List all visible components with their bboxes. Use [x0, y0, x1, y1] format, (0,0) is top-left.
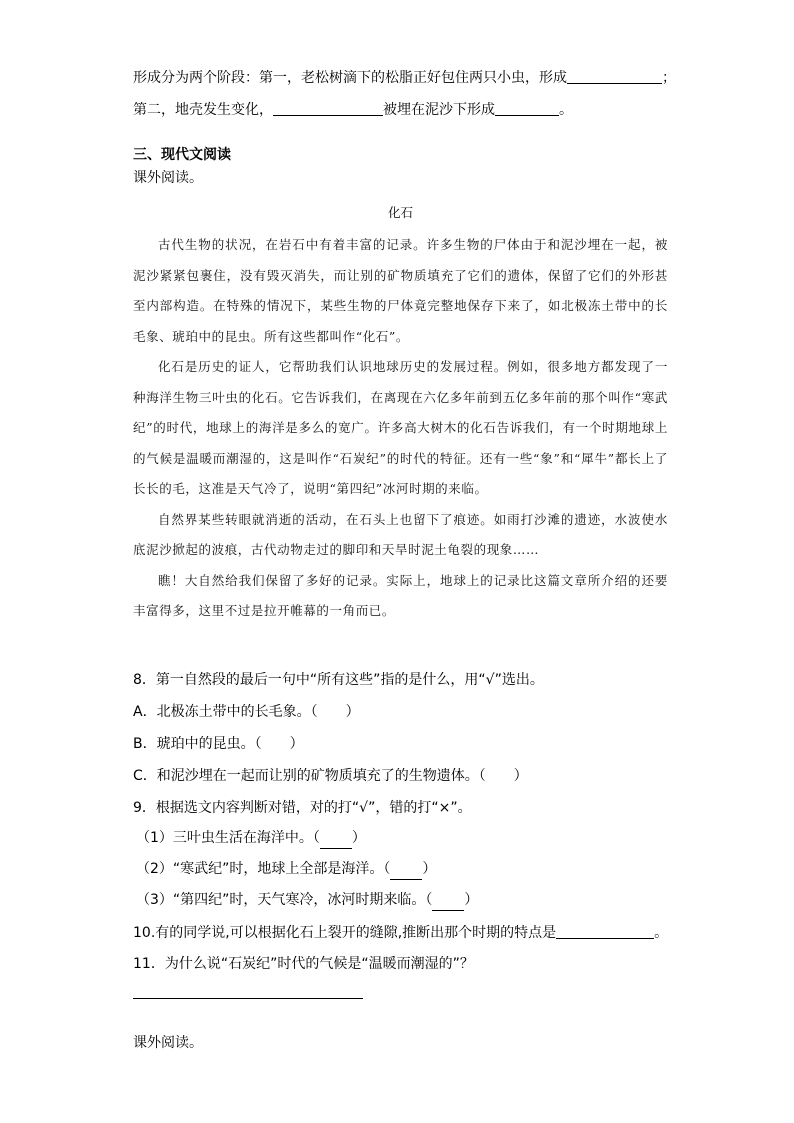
article-paragraph: 瞧！大自然给我们保留了多好的记录。实际上，地球上的记录比这篇文章所介绍的还要丰富得多，这里不过是拉开帷幕的一角而已。	[133, 572, 668, 618]
question-8-option-a[interactable]: A．北极冻土带中的长毛象。（ ）	[133, 704, 360, 720]
answer-blank[interactable]	[390, 859, 422, 880]
fill-line-1	[133, 67, 676, 88]
question-11: 11．为什么说“石炭纪”时代的气候是“温暖而潮湿的”？	[133, 956, 474, 972]
fill-line-2-mid: 被埋在泥沙下形成	[383, 102, 495, 118]
fill-line-2-end: 。	[559, 102, 573, 118]
article-body	[133, 230, 668, 627]
question-9-item-text: （2）“寒武纪”时，地球上全部是海洋。（	[136, 861, 391, 877]
question-9-item-text: （1）三叶虫生活在海洋中。（	[136, 830, 320, 846]
answer-blank[interactable]	[273, 99, 383, 116]
question-9-item-end: ）	[464, 892, 479, 908]
article-paragraph: 自然界某些转眼就消逝的活动，在石头上也留下了痕迹。如雨打沙滩的遗迹，水波使水底泥沙掀起的波痕，古代动物走过的脚印和天旱时泥土龟裂的现象……	[133, 511, 668, 557]
question-8-option-b[interactable]: B．琥珀中的昆虫。（ ）	[133, 736, 304, 752]
fill-line-2-start: 第二，地壳发生变化，	[133, 102, 273, 118]
article-paragraph: 古代生物的状况，在岩石中有着丰富的记录。许多生物的尸体由于和泥沙埋在一起，被泥沙紧紧包裹住，没有毁灭消失，而让别的矿物质填充了它们的遗体，保留了它们的外形甚至内部构造。在特殊的情况下，某些生物的尸体竟完整地保存下来了，如北极冻土带中的长毛象、琥珀中的昆虫。所有这些都叫作“化石”。	[133, 237, 668, 344]
answer-blank[interactable]	[495, 99, 559, 116]
article-paragraph: 化石是历史的证人，它帮助我们认识地球历史的发展过程。例如，很多地方都发现了一种海洋生物三叶虫的化石。它告诉我们，在离现在六亿多年前到五亿多年前的那个叫作“寒武纪”的时代，地球上的海洋是多么的宽广。许多高大树木的化石告诉我们，有一个时期地球上的气候是温暖而潮湿的，这是叫作“石炭纪”的时代的特征。还有一些“象”和“犀牛”都长上了长长的毛，这准是天气冷了，说明“第四纪”冰河时期的来临。	[133, 359, 668, 496]
section-intro: 课外阅读。	[133, 170, 203, 186]
question-10	[133, 922, 668, 943]
answer-blank[interactable]	[556, 922, 654, 939]
section-heading: 三、现代文阅读	[133, 147, 231, 163]
answer-line[interactable]	[133, 998, 363, 999]
answer-blank[interactable]	[432, 890, 464, 911]
answer-blank[interactable]	[567, 67, 662, 84]
question-9-item-end: ）	[422, 861, 437, 877]
fill-line-1-end: ；	[662, 70, 676, 86]
fill-line-2	[133, 99, 573, 120]
question-9-item-2	[136, 859, 436, 880]
question-9-item-text: （3）“第四纪”时，天气寒冷，冰河时期来临。（	[136, 892, 433, 908]
question-9-item-1	[136, 828, 366, 849]
question-8-option-c[interactable]: C．和泥沙埋在一起而让别的矿物质填充了的生物遗体。（ ）	[133, 768, 528, 784]
question-10-text: 10.有的同学说,可以根据化石上裂开的缝隙,推断出那个时期的特点是	[133, 925, 557, 941]
question-9-item-end: ）	[351, 830, 366, 846]
footer-intro: 课外阅读。	[133, 1035, 203, 1051]
question-9-item-3	[136, 890, 478, 911]
question-9-stem: 9．根据选文内容判断对错，对的打“√”，错的打“×”。	[133, 800, 472, 816]
article-title: 化石	[387, 205, 413, 220]
fill-line-1-text: 形成分为两个阶段：第一，老松树滴下的松脂正好包住两只小虫，形成	[133, 70, 567, 86]
answer-blank[interactable]	[320, 828, 352, 849]
question-8-stem: 8．第一自然段的最后一句中“所有这些”指的是什么，用“√”选出。	[133, 672, 544, 688]
question-10-end: 。	[654, 925, 669, 941]
